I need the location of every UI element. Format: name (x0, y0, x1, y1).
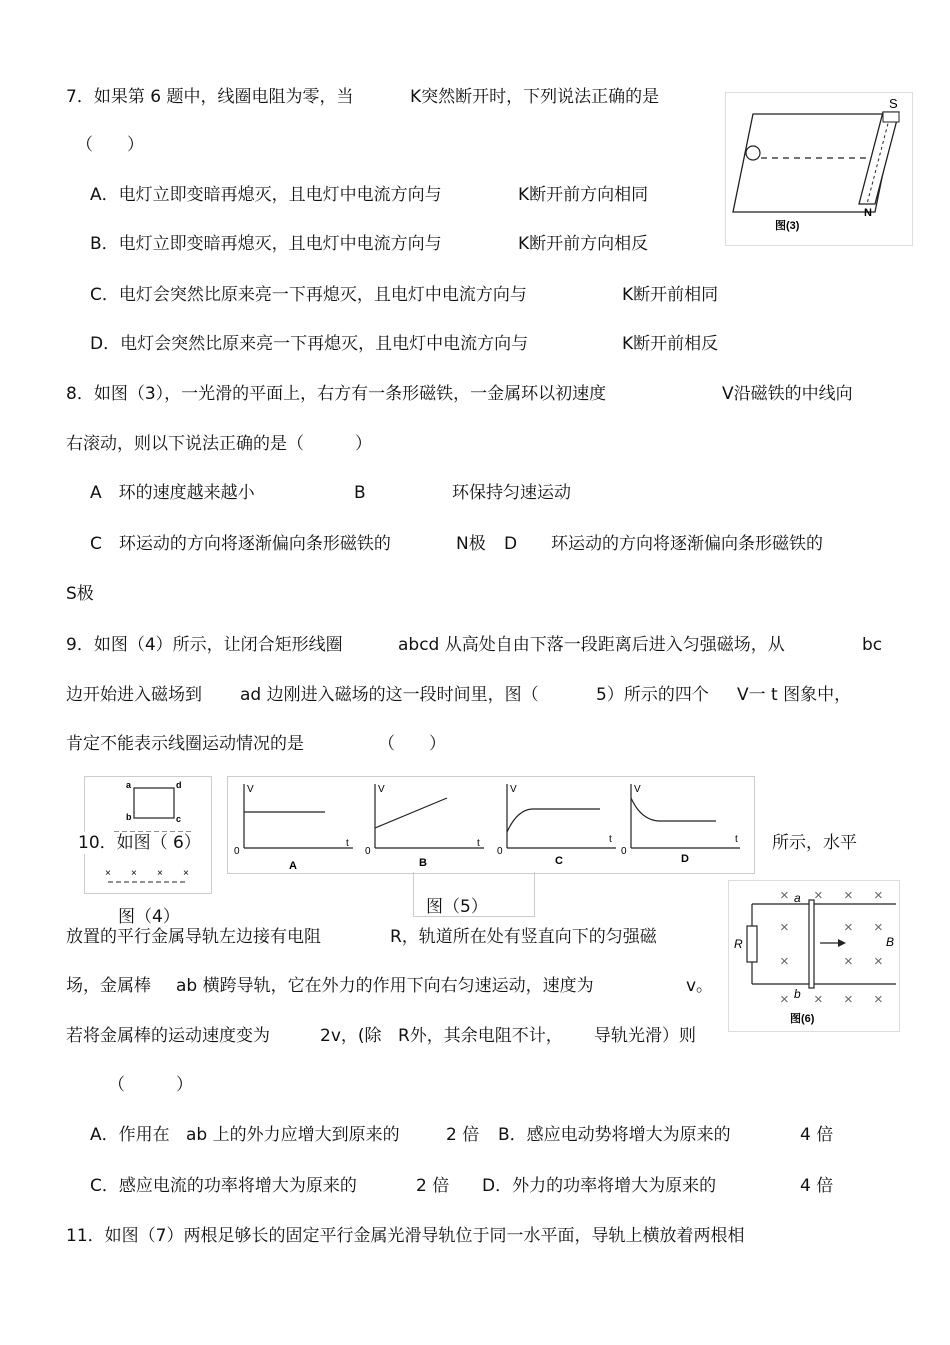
q7-opt-d: D．电灯会突然比原来亮一下再熄灭，且电灯中电流方向与 (90, 334, 529, 354)
svg-text:×: × (814, 991, 823, 1008)
q9-line1-c: bc (862, 635, 883, 655)
fig3-caption: 图(3) (775, 220, 800, 232)
q11-line1: 11．如图（7）两根足够长的固定平行金属光滑导轨位于同一水平面，导轨上横放着两根相 (66, 1226, 745, 1246)
coil-abcd (134, 788, 174, 818)
svg-text:×: × (780, 991, 789, 1008)
q7-opt-d-end: K断开前相反 (622, 334, 719, 354)
resistor-r (747, 926, 757, 962)
q7-opt-a-end: K断开前方向相同 (518, 185, 649, 205)
graph-a-label: A (289, 860, 297, 872)
svg-text:t: t (609, 834, 612, 845)
q10-opt-c-2: 2 倍 (416, 1176, 450, 1196)
q7-paren: （ ） (76, 135, 144, 155)
svg-text:V: V (247, 784, 254, 795)
fig4-field-x: × (157, 868, 163, 879)
fig4-caption: 图（4） (118, 907, 180, 927)
q10-opt-d: D．外力的功率将增大为原来的 (482, 1176, 717, 1196)
metal-rod-ab (809, 900, 814, 988)
q8-tail: S极 (66, 584, 94, 604)
svg-text:×: × (874, 991, 883, 1008)
fig6-b-field: B (886, 935, 895, 949)
q8-opt-a: A 环的速度越来越小 (90, 483, 255, 503)
metal-ring (746, 146, 760, 160)
q10-line3-c: v。 (686, 976, 714, 996)
q8-opt-b-label: B (354, 483, 366, 503)
q7-stem-b: K突然断开时，下列说法正确的是 (410, 87, 660, 107)
q8-opt-d-label: D (504, 534, 518, 554)
graph-b-curve (375, 798, 447, 828)
q10-opt-d-2: 4 倍 (800, 1176, 834, 1196)
q10-line1-end: 所示，水平 (772, 833, 857, 853)
fig4-field-x: × (183, 868, 189, 879)
q9-line2-d: V一 t 图象中， (737, 685, 852, 705)
fig4-b: b (126, 812, 132, 822)
graph-c-curve (507, 809, 600, 832)
q8-opt-c-end: N极 (456, 534, 486, 554)
q7-opt-c-end: K断开前相同 (622, 285, 719, 305)
svg-text:×: × (874, 953, 883, 970)
q10-line3-b: ab 横跨导轨，它在外力的作用下向右匀速运动，速度为 (176, 976, 594, 996)
q10-line4-b: 2v，(除 (320, 1026, 382, 1046)
q10-opt-b: B．感应电动势将增大为原来的 (498, 1125, 731, 1145)
svg-text:×: × (780, 919, 789, 936)
graph-d-curve (631, 798, 716, 821)
svg-text:×: × (844, 953, 853, 970)
svg-text:t: t (477, 838, 480, 849)
fig4-field-x: × (105, 868, 111, 879)
q8-opt-c: C 环运动的方向将逐渐偏向条形磁铁的 (90, 534, 391, 554)
svg-text:×: × (814, 887, 823, 904)
svg-text:0: 0 (234, 846, 240, 857)
fig4-field-x: × (131, 868, 137, 879)
velocity-arrow (838, 939, 846, 947)
fig6-caption: 图(6) (790, 1013, 815, 1025)
fig4-d: d (176, 780, 182, 790)
svg-text:×: × (874, 887, 883, 904)
q9-line1-b: abcd 从高处自由下落一段距离后进入匀强磁场，从 (398, 635, 785, 655)
graph-d-label: D (681, 853, 689, 865)
q8-line1-b: V沿磁铁的中线向 (722, 384, 853, 404)
figure-5 (227, 776, 755, 874)
q9-line1-a: 9．如图（4）所示，让闭合矩形线圈 (66, 635, 343, 655)
q10-opt-a-2: ab 上的外力应增大到原来的 (186, 1125, 400, 1145)
graph-c-label: C (555, 855, 563, 867)
svg-text:0: 0 (621, 846, 627, 857)
fig6-a: a (794, 891, 801, 905)
svg-text:V: V (378, 784, 385, 795)
q8-line1-a: 8．如图（3），一光滑的平面上，右方有一条形磁铁，一金属环以初速度 (66, 384, 607, 404)
q10-line1: 10．如图（ 6） (78, 833, 201, 853)
svg-text:0: 0 (365, 846, 371, 857)
svg-text:0: 0 (497, 846, 503, 857)
q10-opt-a-3: 2 倍 (446, 1125, 480, 1145)
q10-line4-d: 导轨光滑）则 (594, 1026, 696, 1046)
fig3-s-label: S (889, 96, 898, 111)
fig5-caption: 图（5） (426, 897, 488, 917)
q7-opt-a: A．电灯立即变暗再熄灭，且电灯中电流方向与 (90, 185, 442, 205)
q10-line4-a: 若将金属棒的运动速度变为 (66, 1026, 270, 1046)
q9-line2-b: ad 边刚进入磁场的这一段时间里，图（ (240, 685, 539, 705)
q7-opt-c: C．电灯会突然比原来亮一下再熄灭，且电灯中电流方向与 (90, 285, 527, 305)
q7-stem-a: 7．如果第 6 题中，线圈电阻为零，当 (66, 87, 354, 107)
q9-line2-c: 5）所示的四个 (596, 685, 709, 705)
q10-opt-c: C．感应电流的功率将增大为原来的 (90, 1176, 357, 1196)
figure-3 (725, 92, 913, 246)
q8-line2: 右滚动，则以下说法正确的是（ ） (66, 434, 372, 454)
fig4-a: a (126, 780, 132, 790)
fig3-n-label: N (864, 207, 872, 219)
svg-text:V: V (634, 784, 641, 795)
q10-line2-a: 放置的平行金属导轨左边接有电阻 (66, 927, 321, 947)
q10-line3-a: 场，金属棒 (66, 976, 151, 996)
svg-text:t: t (346, 838, 349, 849)
svg-text:×: × (844, 991, 853, 1008)
q8-opt-b-text: 环保持匀速运动 (452, 483, 571, 503)
figure-6 (728, 880, 900, 1032)
fig6-r: R (734, 937, 743, 951)
q9-line3-b: （ ） (378, 734, 446, 754)
q9-line2-a: 边开始进入磁场到 (66, 685, 202, 705)
svg-text:t: t (735, 834, 738, 845)
q10-line2-b: R，轨道所在处有竖直向下的匀强磁 (390, 927, 657, 947)
q10-paren: （ ） (108, 1075, 193, 1095)
q9-line3-a: 肯定不能表示线圈运动情况的是 (66, 734, 304, 754)
q7-opt-b-end: K断开前方向相反 (518, 234, 649, 254)
fig4-c: c (176, 814, 182, 824)
fig6-b: b (794, 987, 801, 1001)
q10-opt-a: A．作用在 (90, 1125, 170, 1145)
svg-text:×: × (780, 953, 789, 970)
svg-text:×: × (844, 887, 853, 904)
graph-b-label: B (419, 857, 427, 869)
svg-text:×: × (780, 887, 789, 904)
svg-text:V: V (510, 784, 517, 795)
q8-opt-d-text: 环运动的方向将逐渐偏向条形磁铁的 (551, 534, 823, 554)
q10-line4-c: R外，其余电阻不计， (398, 1026, 563, 1046)
q10-opt-b-2: 4 倍 (800, 1125, 834, 1145)
svg-text:×: × (874, 919, 883, 936)
svg-text:×: × (844, 919, 853, 936)
q7-opt-b: B．电灯立即变暗再熄灭，且电灯中电流方向与 (90, 234, 442, 254)
